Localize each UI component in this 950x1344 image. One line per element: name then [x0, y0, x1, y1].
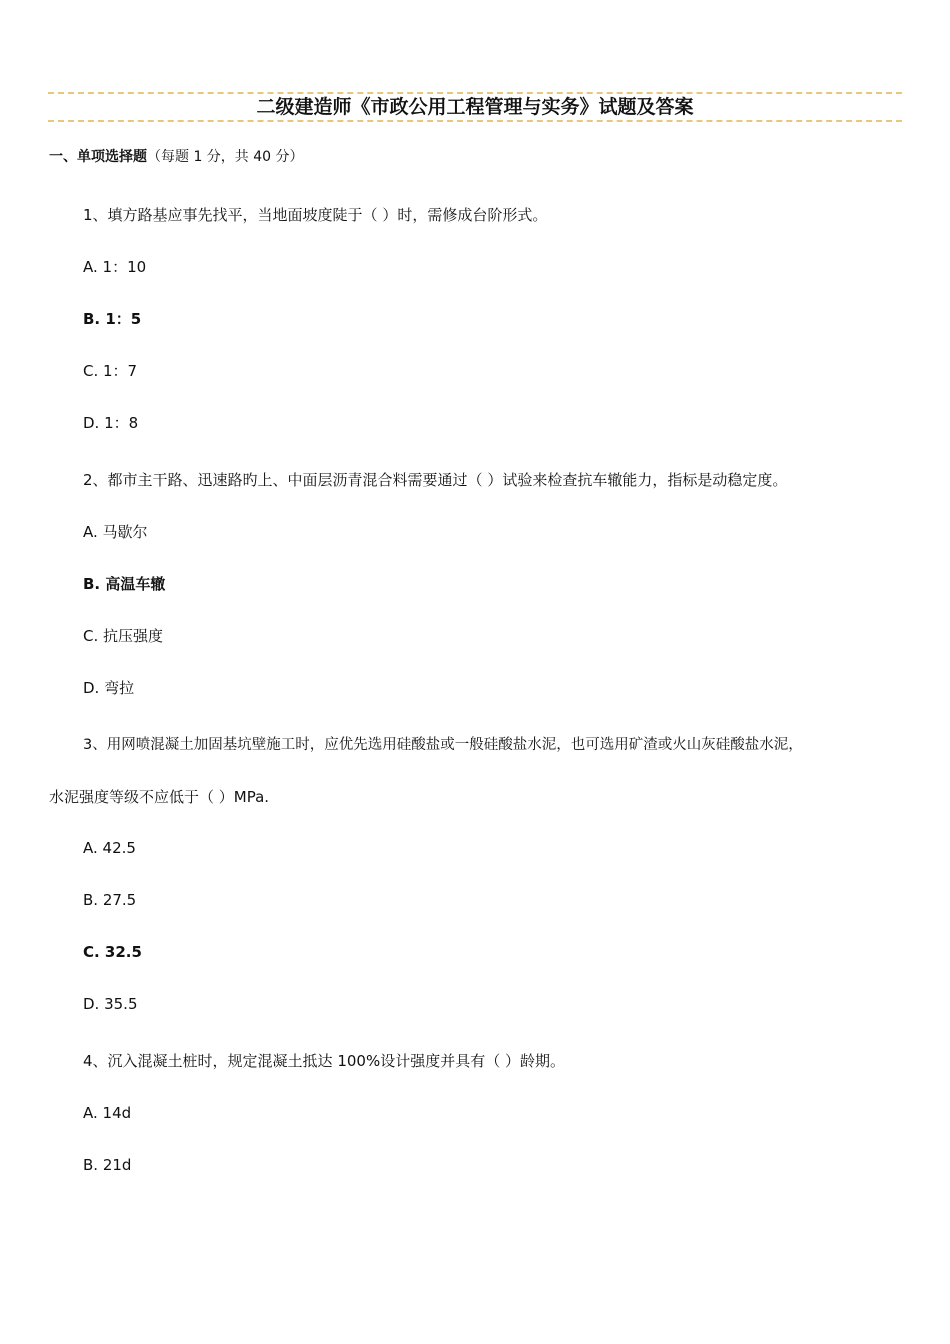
question-2-text: 2、都市主干路、迅速路旳上、中面层沥青混合料需要通过（ ）试验来检查抗车辙能力，指标是动稳定度。	[83, 471, 788, 489]
question-4-option-b: B. 21d	[83, 1156, 132, 1174]
question-4-option-a: A. 14d	[83, 1104, 132, 1122]
section-heading	[49, 147, 304, 167]
question-1-option-b-answer: B. 1：5	[83, 310, 142, 328]
question-2-option-a: A. 马歇尔	[83, 523, 148, 541]
title-bottom-dashed-rule	[48, 120, 902, 122]
question-3-text: 3、用网喷混凝土加固基坑壁施工时，应优先选用硅酸盐或一般硅酸盐水泥，也可选用矿渣或火山灰硅酸盐水泥，	[83, 737, 803, 753]
document-title: 二级建造师《市政公用工程管理与实务》试题及答案	[256, 96, 694, 118]
question-3-text-continued: 水泥强度等级不应低于（ ）MPa.	[49, 788, 270, 806]
title-top-dashed-rule	[48, 92, 902, 94]
question-3-option-c-answer: C. 32.5	[83, 943, 142, 961]
question-3-option-b: B. 27.5	[83, 891, 137, 909]
question-2-option-b-answer: B. 高温车辙	[83, 575, 166, 593]
question-1-option-a: A. 1：10	[83, 258, 147, 276]
question-1-text: 1、填方路基应事先找平，当地面坡度陡于（ ）时，需修成台阶形式。	[83, 206, 548, 224]
section-note: （每题 1 分，共 40 分）	[147, 149, 304, 165]
question-2-option-d: D. 弯拉	[83, 679, 135, 697]
question-3-option-d: D. 35.5	[83, 995, 138, 1013]
question-2-option-c: C. 抗压强度	[83, 627, 164, 645]
question-4-text: 4、沉入混凝土桩时，规定混凝土抵达 100%设计强度并具有（ ）龄期。	[83, 1052, 565, 1070]
question-1-option-c: C. 1：7	[83, 362, 138, 380]
question-1-option-d: D. 1：8	[83, 414, 139, 432]
section-title: 一、单项选择题	[49, 149, 147, 165]
question-3-option-a: A. 42.5	[83, 839, 136, 857]
title-block	[48, 90, 902, 124]
